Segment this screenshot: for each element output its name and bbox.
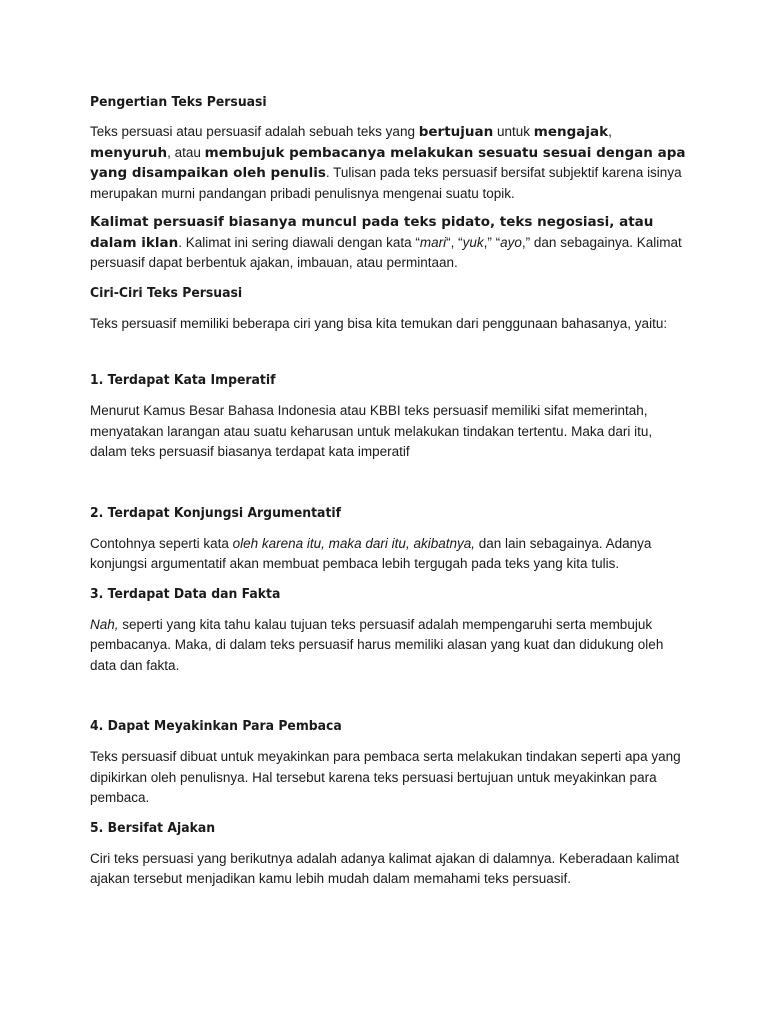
paragraph-ciri-5: Ciri teks persuasi yang berikutnya adalah adanya kalimat ajakan di dalamnya. Keberadaan kalimat ajakan tersebut menjadikan kamu lebih mudah dalam memahami teks persuasif. — [90, 850, 680, 886]
paragraph-kalimat-persuasif — [90, 212, 690, 274]
bold-text: menyuruh — [90, 144, 168, 161]
bold-text: mengajak — [533, 124, 609, 140]
heading-pengertian: Pengertian Teks Persuasi — [90, 94, 267, 110]
paragraph-intro-ciri: Teks persuasif memiliki beberapa ciri yang bisa kita temukan dari penggunaan bahasanya, yaitu: — [90, 315, 668, 331]
text: ,” “ — [483, 234, 501, 250]
heading-ciri-5: 5. Bersifat Ajakan — [90, 819, 216, 836]
italic-text: mari — [419, 234, 447, 250]
text: “, “ — [446, 234, 463, 250]
heading-ciri-2: 2. Terdapat Konjungsi Argumentatif — [90, 504, 342, 521]
text: dan lain sebagainya. Adanya konjungsi argumentatif akan membuat pembaca lebih tergugah pada teks yang kita tulis. — [90, 535, 652, 571]
italic-text: yuk — [462, 234, 484, 250]
heading-ciri-3: 3. Terdapat Data dan Fakta — [90, 585, 281, 602]
document-body — [90, 92, 690, 890]
italic-text: ayo — [500, 234, 522, 250]
text: ,” dan sebagainya. Kalimat persuasif dapat berbentuk ajakan, imbauan, atau permintaan. — [90, 234, 682, 270]
text: . Kalimat ini sering diawali dengan kata “ — [178, 234, 420, 250]
text: untuk — [493, 124, 534, 139]
paragraph-ciri-4: Teks persuasif dibuat untuk meyakinkan para pembaca serta melakukan tindakan seperti apa yang dipikirkan oleh penulisnya. Hal tersebut karena teks persuasi bertujuan untuk meyakinkan para pembaca. — [90, 749, 681, 805]
bold-text: Kalimat persuasif biasanya muncul pada teks pidato, teks negosiasi, atau dalam iklan — [90, 214, 654, 251]
heading-ciri-4: 4. Dapat Meyakinkan Para Pembaca — [90, 718, 342, 734]
bold-text: bertujuan — [418, 124, 494, 140]
text: , atau — [167, 144, 205, 160]
text: seperti yang kita tahu kalau tujuan teks persuasif adalah mempengaruhi serta membujuk pembacanya. Maka, di dalam teks persuasif harus memiliki alasan yang kuat dan didukung oleh data dan fakta. — [90, 616, 664, 673]
heading-ciri-ciri: Ciri-Ciri Teks Persuasi — [90, 284, 243, 301]
text: Teks persuasi atau persuasif adalah sebuah teks yang — [90, 124, 419, 139]
paragraph-definition — [90, 122, 690, 204]
heading-ciri-1: 1. Terdapat Kata Imperatif — [90, 372, 276, 388]
text: Contohnya seperti kata — [90, 535, 233, 551]
paragraph-ciri-1: Menurut Kamus Besar Bahasa Indonesia atau KBBI teks persuasif memiliki sifat memerintah, menyatakan larangan atau suatu keharusan untuk melakukan tindakan tertentu. Maka dari itu, dalam teks persuasif biasanya terdapat kata imperatif — [90, 403, 653, 459]
italic-text: oleh karena itu, maka dari itu, akibatnya, — [232, 535, 475, 551]
italic-text: Nah, — [90, 616, 119, 632]
text: , — [608, 124, 612, 139]
paragraph-ciri-3 — [90, 615, 690, 677]
bold-text: membujuk pembacanya melakukan sesuatu sesuai dengan apa yang disampaikan oleh penulis — [90, 144, 686, 181]
paragraph-ciri-2 — [90, 534, 690, 575]
text: . Tulisan pada teks persuasif bersifat subjektif karena isinya merupakan murni pandangan pribadi penulisnya mengenai suatu topik. — [90, 165, 682, 201]
